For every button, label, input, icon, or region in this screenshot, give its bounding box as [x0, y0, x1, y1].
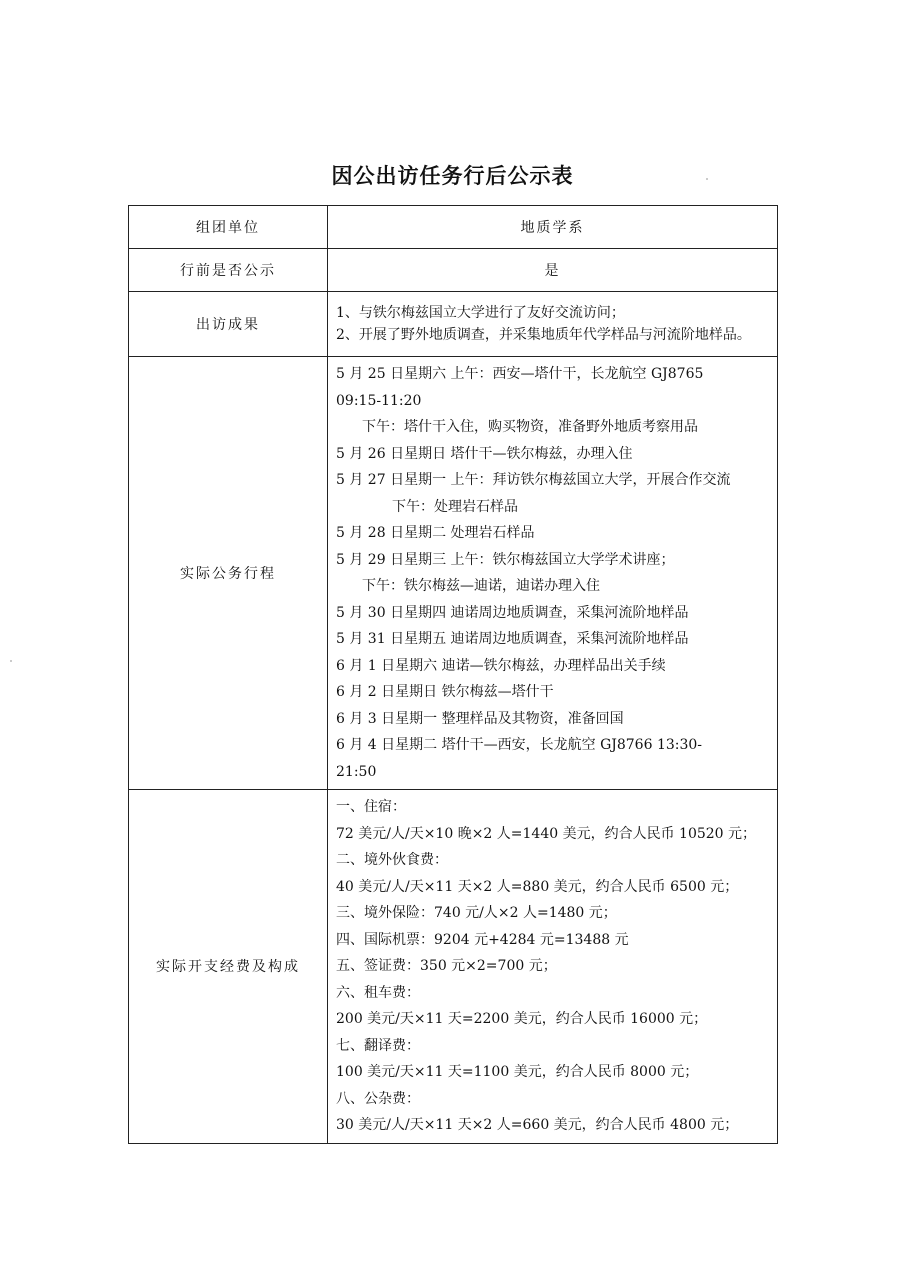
expense-line: 30 美元/人/天×11 天×2 人=660 美元，约合人民币 4800 元；: [336, 1117, 739, 1133]
expense-line: 72 美元/人/天×10 晚×2 人=1440 美元，约合人民币 10520 元；: [336, 825, 757, 842]
expense-line: 四、国际机票：9204 元+4284 元=13488 元: [336, 931, 629, 948]
table-row-results: [129, 292, 778, 357]
publicity-value: 是: [328, 249, 778, 292]
expense-line: 一、住宿：: [336, 799, 406, 815]
itinerary-line: 5 月 27 日星期一 上午：拜访铁尔梅兹国立大学，开展合作交流: [336, 472, 731, 488]
itinerary-line: 6 月 3 日星期一 整理样品及其物资，准备回国: [336, 710, 624, 727]
itinerary-line: 6 月 2 日星期日 铁尔梅兹—塔什干: [336, 684, 554, 700]
itinerary-content: [328, 357, 778, 790]
results-line: 2、开展了野外地质调查，并采集地质年代学样品与河流阶地样品。: [336, 327, 751, 343]
scan-speck: [10, 660, 12, 662]
expense-line: 三、境外保险：740 元/人×2 人=1480 元；: [336, 905, 617, 921]
expense-line: 八、公杂费：: [336, 1090, 420, 1107]
results-line: 1、与铁尔梅兹国立大学进行了友好交流访问；: [336, 305, 625, 321]
table-row-publicity: [129, 249, 778, 292]
scan-speck: [706, 178, 708, 180]
itinerary-line: 21:50: [336, 763, 377, 780]
publicity-label: 行前是否公示: [129, 249, 328, 292]
page-title: 因公出访任务行后公示表: [331, 164, 574, 188]
announcement-table: [128, 205, 778, 1144]
itinerary-line: 下午：铁尔梅兹—迪诺，迪诺办理入住: [362, 578, 600, 594]
itinerary-line: 5 月 30 日星期四 迪诺周边地质调查，采集河流阶地样品: [336, 604, 689, 621]
expenses-content: [328, 790, 778, 1144]
results-content: [328, 292, 778, 357]
expense-line: 40 美元/人/天×11 天×2 人=880 美元，约合人民币 6500 元；: [336, 878, 739, 895]
itinerary-line: 6 月 1 日星期六 迪诺—铁尔梅兹，办理样品出关手续: [336, 657, 666, 674]
expense-line: 六、租车费：: [336, 984, 420, 1001]
table-row-itinerary: [129, 357, 778, 790]
table-row-org: [129, 206, 778, 249]
expense-line: 100 美元/天×11 天=1100 美元，约合人民币 8000 元；: [336, 1064, 699, 1080]
itinerary-line: 5 月 29 日星期三 上午：铁尔梅兹国立大学学术讲座；: [336, 551, 675, 568]
org-value: 地质学系: [328, 206, 778, 249]
itinerary-line: 下午：塔什干入住，购买物资，准备野外地质考察用品: [362, 419, 698, 435]
org-label: 组团单位: [129, 206, 328, 249]
itinerary-label: 实际公务行程: [129, 357, 328, 790]
itinerary-line: 6 月 4 日星期二 塔什干—西安，长龙航空 GJ8766 13:30-: [336, 737, 703, 753]
expense-line: 二、境外伙食费：: [336, 852, 448, 868]
expense-line: 五、签证费：350 元×2=700 元；: [336, 958, 557, 974]
itinerary-line: 下午：处理岩石样品: [392, 498, 518, 515]
itinerary-line: 5 月 26 日星期日 塔什干—铁尔梅兹，办理入住: [336, 445, 633, 462]
itinerary-line: 5 月 28 日星期二 处理岩石样品: [336, 525, 535, 541]
expenses-label: 实际开支经费及构成: [129, 790, 328, 1144]
expense-line: 七、翻译费：: [336, 1037, 420, 1054]
table-row-expenses: [129, 790, 778, 1144]
itinerary-line: 5 月 31 日星期五 迪诺周边地质调查，采集河流阶地样品: [336, 631, 689, 647]
expense-line: 200 美元/天×11 天=2200 美元，约合人民币 16000 元；: [336, 1011, 708, 1027]
itinerary-line: 09:15-11:20: [336, 392, 422, 409]
itinerary-line: 5 月 25 日星期六 上午：西安—塔什干，长龙航空 GJ8765: [336, 366, 704, 382]
results-label: 出访成果: [129, 292, 328, 357]
